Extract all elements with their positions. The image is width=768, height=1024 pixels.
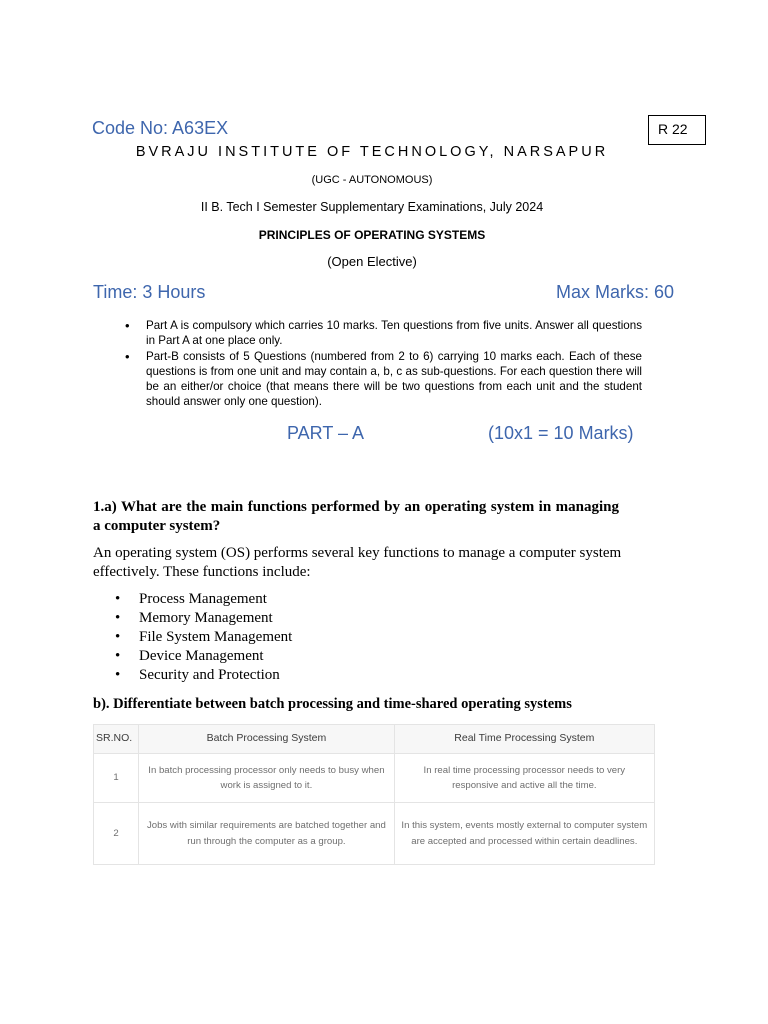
instruction-item: • Part-B consists of 5 Questions (numbered from 2 to 6) carrying 10 marks each. Each of these questions is from one unit and may contain a, b, c as sub-questions. For each question there will be an either/or choice (that means there will be two questions from each unit and the student should answer only one question).: [120, 349, 642, 410]
table-header: Real Time Processing System: [394, 725, 654, 754]
table-cell: In batch processing processor only needs to busy when work is assigned to it.: [139, 754, 394, 803]
table-header-row: [94, 725, 655, 754]
table-cell: In this system, events mostly external to computer system are accepted and processed within certain deadlines.: [394, 803, 654, 865]
exam-title: II B. Tech I Semester Supplementary Examinations, July 2024: [200, 200, 544, 214]
elective-label: (Open Elective): [327, 254, 417, 269]
max-marks: Max Marks: 60: [555, 282, 674, 302]
table-row: [94, 754, 655, 803]
question-1b: b). Differentiate between batch processing and time-shared operating systems: [93, 696, 572, 712]
table-cell: 2: [94, 803, 139, 865]
table-header: Batch Processing System: [139, 725, 394, 754]
comparison-table: [93, 724, 655, 865]
table-header: SR.NO.: [94, 725, 139, 754]
regulation-box: R 22: [648, 115, 706, 145]
list-item: • Security and Protection: [115, 666, 292, 685]
table-row: [94, 803, 655, 865]
subject-title: PRINCIPLES OF OPERATING SYSTEMS: [258, 228, 486, 242]
institute-name: BVRAJU INSTITUTE OF TECHNOLOGY, NARSAPUR: [135, 144, 609, 160]
time-duration: Time: 3 Hours: [93, 282, 206, 302]
autonomous-status: (UGC - AUTONOMOUS): [311, 174, 433, 186]
table-cell: 1: [94, 754, 139, 803]
instructions-list: [120, 318, 642, 410]
list-item: • Process Management: [115, 590, 292, 609]
table-cell: In real time processing processor needs to very responsive and active all the time.: [394, 754, 654, 803]
part-a-marks: (10x1 = 10 Marks): [488, 423, 634, 443]
os-functions-list: [115, 590, 292, 685]
question-1a: 1.a) What are the main functions performed by an operating system in managing a computer system?: [93, 499, 619, 534]
code-number: Code No: A63EX: [92, 118, 229, 138]
answer-1a: An operating system (OS) performs several key functions to manage a computer system effectively. These functions include:: [93, 545, 622, 580]
table-cell: Jobs with similar requirements are batched together and run through the computer as a group.: [139, 803, 394, 865]
list-item: • File System Management: [115, 628, 292, 647]
instruction-item: • Part A is compulsory which carries 10 marks. Ten questions from five units. Answer all questions in Part A at one place only.: [120, 318, 642, 349]
list-item: • Device Management: [115, 647, 292, 666]
list-item: • Memory Management: [115, 609, 292, 628]
part-a-title: PART – A: [287, 423, 365, 443]
